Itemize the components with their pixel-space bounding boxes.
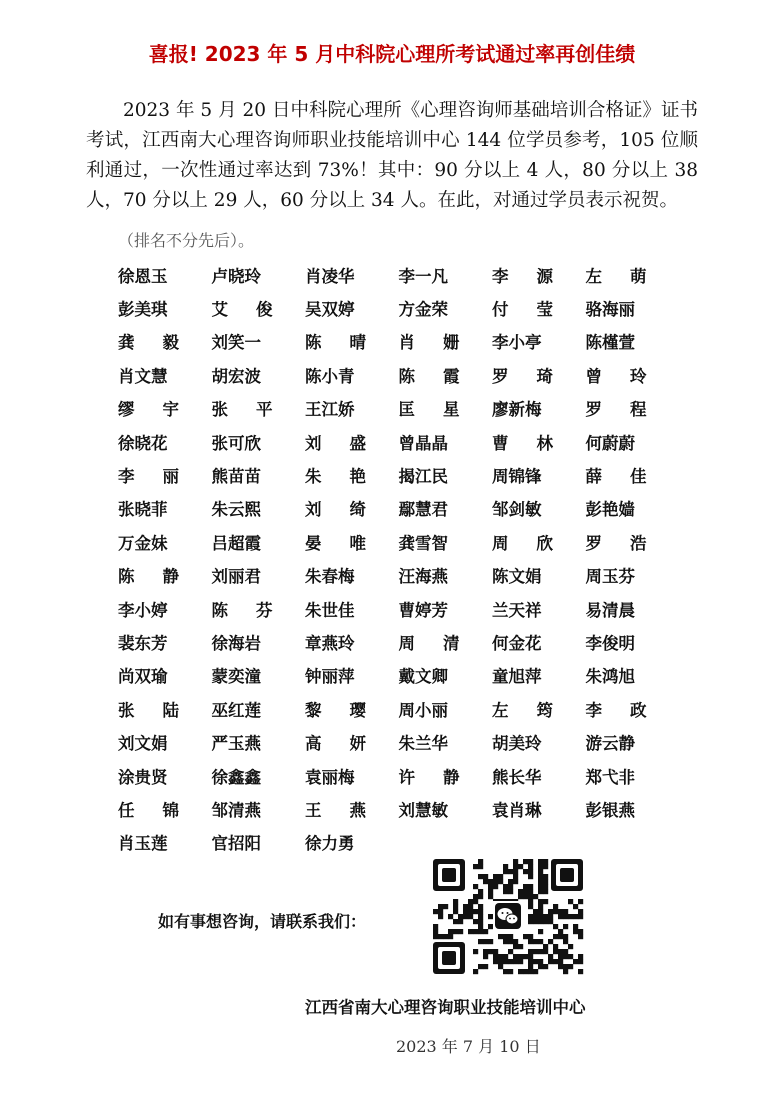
graduate-name: 任 锦 — [118, 800, 179, 820]
graduate-name: 张 陆 — [118, 700, 179, 720]
graduate-name: 许 静 — [398, 767, 460, 787]
graduate-name: 曹婷芳 — [398, 600, 448, 620]
graduate-name: 徐海岩 — [211, 633, 261, 653]
graduate-name: 陈 晴 — [305, 333, 366, 353]
graduate-name: 左 萌 — [585, 266, 647, 286]
graduate-name: 陈小青 — [305, 366, 355, 386]
graduate-name: 裴东芳 — [118, 633, 168, 653]
graduate-name: 蒙奕潼 — [211, 667, 261, 687]
graduate-name: 张晓菲 — [118, 500, 168, 520]
wechat-icon — [493, 901, 523, 931]
graduate-name: 陈 芬 — [211, 600, 273, 620]
graduate-name: 何蔚蔚 — [585, 433, 635, 453]
graduate-name: 王江娇 — [305, 400, 355, 420]
graduate-name: 陈 静 — [118, 567, 179, 587]
graduate-name: 陈槿萱 — [585, 333, 635, 353]
graduate-name: 付 莹 — [492, 300, 553, 320]
graduate-name: 王 燕 — [305, 800, 366, 820]
graduate-name: 薛 佳 — [585, 467, 647, 487]
graduate-name: 游云静 — [585, 734, 635, 754]
graduate-name: 肖凌华 — [305, 266, 355, 286]
graduate-name: 揭江民 — [398, 467, 448, 487]
graduate-name: 卢晓玲 — [211, 266, 261, 286]
graduate-name: 高 妍 — [305, 734, 366, 754]
graduate-name: 鄢慧君 — [398, 500, 448, 520]
graduate-name: 钟丽萍 — [305, 667, 355, 687]
graduate-name: 张可欣 — [211, 433, 261, 453]
graduate-name: 万金妹 — [118, 533, 168, 553]
graduate-name: 尚双瑜 — [118, 667, 168, 687]
graduate-name: 严玉燕 — [211, 734, 261, 754]
graduate-name: 罗 浩 — [585, 533, 647, 553]
page-title: 喜报! 2023 年 5 月中科院心理所考试通过率再创佳绩 — [148, 42, 636, 66]
name-list — [118, 258, 678, 859]
graduate-name: 曾晶晶 — [398, 433, 448, 453]
graduate-name: 郑弋非 — [585, 767, 635, 787]
graduate-name: 黎 璎 — [305, 700, 366, 720]
graduate-name: 曾 玲 — [585, 366, 647, 386]
graduate-name: 官招阳 — [211, 834, 261, 854]
graduate-name: 彭银燕 — [585, 800, 635, 820]
graduate-name: 胡宏波 — [211, 366, 261, 386]
graduate-name: 戴文卿 — [398, 667, 448, 687]
graduate-name: 李 源 — [492, 266, 553, 286]
graduate-name: 骆海丽 — [585, 300, 635, 320]
graduate-name: 胡美玲 — [492, 734, 542, 754]
graduate-name: 熊长华 — [492, 767, 542, 787]
graduate-name: 兰天祥 — [492, 600, 542, 620]
graduate-name: 匡 星 — [398, 400, 460, 420]
graduate-name: 龚 毅 — [118, 333, 179, 353]
graduate-name: 吴双婷 — [305, 300, 355, 320]
graduate-name: 徐晓花 — [118, 433, 168, 453]
graduate-name: 刘丽君 — [211, 567, 261, 587]
graduate-name: 李 政 — [585, 700, 647, 720]
graduate-name: 徐鑫鑫 — [211, 767, 261, 787]
graduate-name: 方金荣 — [398, 300, 448, 320]
graduate-name: 李俊明 — [585, 633, 635, 653]
graduate-name: 晏 唯 — [305, 533, 366, 553]
graduate-name: 肖 姗 — [398, 333, 460, 353]
finder-pattern-top-right — [551, 859, 583, 891]
graduate-name: 朱 艳 — [305, 467, 366, 487]
finder-pattern-bottom-left — [433, 942, 465, 974]
graduate-name: 李 丽 — [118, 467, 179, 487]
graduate-name: 朱春梅 — [305, 567, 355, 587]
graduate-name: 刘 绮 — [305, 500, 366, 520]
graduate-name: 朱云熙 — [211, 500, 261, 520]
graduate-name: 罗 程 — [585, 400, 647, 420]
graduate-name: 刘笑一 — [211, 333, 261, 353]
graduate-name: 陈文娟 — [492, 567, 542, 587]
graduate-name: 周玉芬 — [585, 567, 635, 587]
organization-name: 江西省南大心理咨询职业技能培训中心 — [305, 998, 586, 1017]
graduate-name: 邹清燕 — [211, 800, 261, 820]
graduate-name: 汪海燕 — [398, 567, 448, 587]
graduate-name: 龚雪智 — [398, 533, 448, 553]
graduate-name: 廖新梅 — [492, 400, 542, 420]
graduate-name: 左 筠 — [492, 700, 553, 720]
graduate-name: 熊苗苗 — [211, 467, 261, 487]
graduate-name: 周 清 — [398, 633, 460, 653]
intro-paragraph: 2023 年 5 月 20 日中科院心理所《心理咨询师基础培训合格证》证书考试，江西南大心理咨询师职业技能培训中心 144 位学员参考，105 位顺利通过，一次性通过率达到 73%！其中：90 分以上 4 人，80 分以上 38 人，70 分以上 29 人，60 分以上 34 人。在此，对通过学员表示祝贺。 — [86, 100, 698, 211]
qr-code[interactable] — [431, 857, 585, 976]
graduate-name: 曹 林 — [492, 433, 553, 453]
graduate-name: 何金花 — [492, 633, 542, 653]
graduate-name: 罗 琦 — [492, 366, 553, 386]
graduate-name: 徐力勇 — [305, 834, 355, 854]
graduate-name: 朱鸿旭 — [585, 667, 635, 687]
graduate-name: 李小亭 — [492, 333, 542, 353]
graduate-name: 朱世佳 — [305, 600, 355, 620]
graduate-name: 章燕玲 — [305, 633, 355, 653]
graduate-name: 朱兰华 — [398, 734, 448, 754]
graduate-name: 涂贵贤 — [118, 767, 168, 787]
graduate-name: 袁肖琳 — [492, 800, 542, 820]
graduate-name: 李小婷 — [118, 600, 168, 620]
graduate-name: 童旭萍 — [492, 667, 542, 687]
graduate-name: 陈 霞 — [398, 366, 460, 386]
graduate-name: 张 平 — [211, 400, 273, 420]
graduate-name: 周小丽 — [398, 700, 448, 720]
graduate-name: 周 欣 — [492, 533, 553, 553]
graduate-name: 易清晨 — [585, 600, 635, 620]
graduate-name: 刘慧敏 — [398, 800, 448, 820]
graduate-name: 刘 盛 — [305, 433, 366, 453]
graduate-name: 彭艳嫱 — [585, 500, 635, 520]
graduate-name: 吕超霞 — [211, 533, 261, 553]
graduate-name: 徐恩玉 — [118, 266, 168, 286]
graduate-name: 周锦锋 — [492, 467, 542, 487]
graduate-name: 袁丽梅 — [305, 767, 355, 787]
graduate-name: 缪 宇 — [118, 400, 179, 420]
finder-pattern-top-left — [433, 859, 465, 891]
graduate-name: 邹剑敏 — [492, 500, 542, 520]
graduate-name: 艾 俊 — [211, 300, 273, 320]
graduate-name: 彭美琪 — [118, 300, 168, 320]
issue-date: 2023 年 7 月 10 日 — [396, 1037, 541, 1056]
graduate-name: 李一凡 — [398, 266, 448, 286]
ranking-note: （排名不分先后）。 — [118, 231, 255, 250]
graduate-name: 巫红莲 — [211, 700, 261, 720]
graduate-name: 肖文慧 — [118, 366, 168, 386]
contact-text: 如有事想咨询，请联系我们： — [158, 912, 367, 931]
graduate-name: 肖玉莲 — [118, 834, 168, 854]
graduate-name: 刘文娟 — [118, 734, 168, 754]
